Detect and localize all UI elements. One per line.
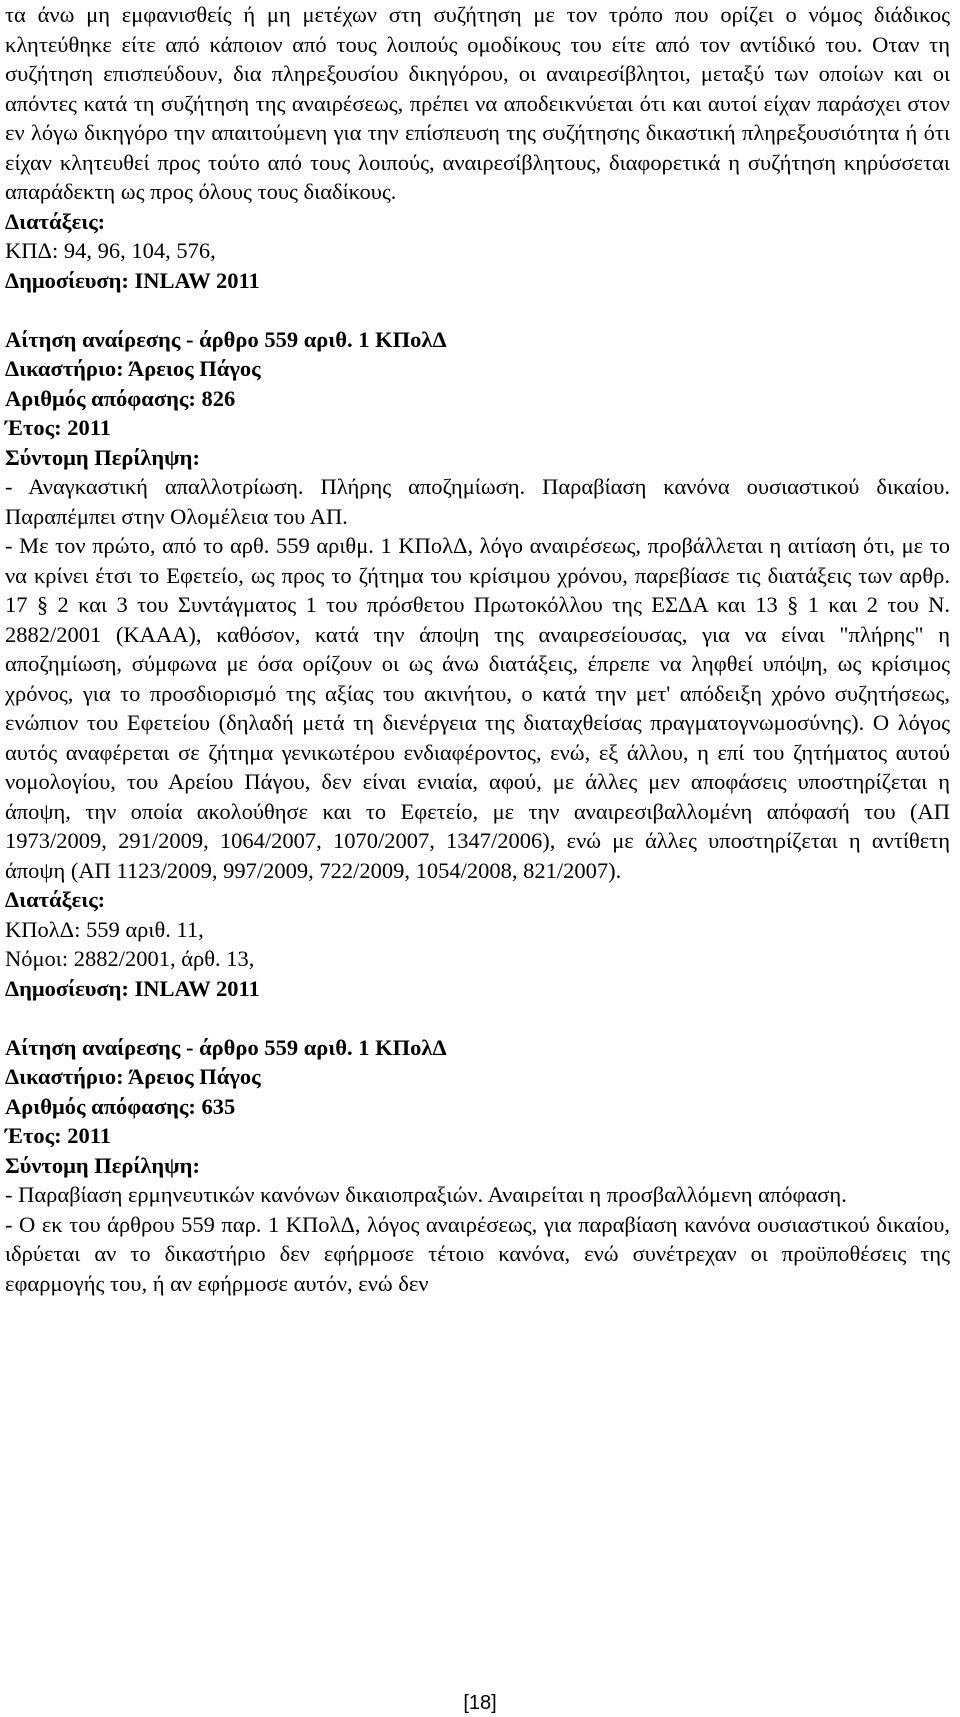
case-title: Αίτηση αναίρεσης - άρθρο 559 αριθ. 1 ΚΠολΔ bbox=[5, 326, 447, 352]
section-gap bbox=[5, 295, 950, 325]
intro-paragraph: τα άνω μη εμφανισθείς ή μη μετέχων στη συζήτηση με τον τρόπο που ορίζει ο νόμος διάδικος κλητεύθηκε είτε από κάποιον από τους λοιπούς ομοδίκους του είτε από τον αντίδικό του. Οταν τη συζήτηση επισπεύδουν, δια πληρεξουσίου δικηγόρου, οι αναιρεσίβλητοι, μεταξύ των οποίων και οι απόντες κατά τη συζήτηση της αναιρέσεως, πρέπει να αποδεικνύεται ότι και αυτοί είχαν παράσχει στον εν λόγω δικηγόρο την απαιτούμενη για την επίσπευση της συζήτησης δικαστική πληρεξουσιότητα ή ότι είχαν κλητευθεί προς τούτο από τους λοιπούς, αναιρεσίβλητους, διαφορετικά η συζήτηση κηρύσσεται απαράδεκτη ως προς όλους τους διαδίκους. bbox=[5, 2, 950, 204]
decision-year: Έτος: 2011 bbox=[5, 1123, 111, 1148]
provisions-text: ΚΠΔ: 94, 96, 104, 576, bbox=[5, 238, 216, 263]
case-title: Αίτηση αναίρεσης - άρθρο 559 αριθ. 1 ΚΠολΔ bbox=[5, 1034, 447, 1060]
summary-paragraph: - Αναγκαστική απαλλοτρίωση. Πλήρης αποζημίωση. Παραβίαση κανόνα ουσιαστικού δικαίου. Παραπέμπει στην Ολομέλεια του ΑΠ. bbox=[5, 474, 950, 529]
decision-number: Αριθμός απόφασης: 826 bbox=[5, 385, 236, 411]
provisions-heading: Διατάξεις: bbox=[5, 208, 106, 234]
page-number: [18] bbox=[463, 1692, 497, 1714]
document-body bbox=[5, 0, 950, 1298]
decision-number: Αριθμός απόφασης: 635 bbox=[5, 1093, 236, 1119]
summary-paragraph: - Με τον πρώτο, από το αρθ. 559 αριθμ. 1 ΚΠολΔ, λόγο αναιρέσεως, προβάλλεται η αιτίαση ότι, με το να κρίνει έτσι το Εφετείο, ως προς το ζήτημα του κρίσιμου χρόνου, παρεβίασε τις διατάξεις των αρθρ. 17 § 2 και 3 του Συντάγματος 1 του πρόσθετου Πρωτοκόλλου της ΕΣΔΑ και 13 § 1 και 2 του Ν. 2882/2001 (ΚΑΑΑ), καθόσον, κατά την άποψη της αναιρεσείουσας, για να είναι "πλήρης" η αποζημίωση, σύμφωνα με όσα ορίζουν οι ως άνω διατάξεις, έπρεπε να ληφθεί υπόψη, ως κρίσιμος χρόνος, για το προσδιορισμό της αξίας του ακινήτου, ο κατά την μετ' απόδειξη χρόνο συζητήσεως, ενώπιον του Εφετείου (δηλαδή μετά τη διενέργεια της διαταχθείσας πραγματογνωμοσύνης). Ο λόγος αυτός αναφέρεται σε ζήτημα γενικωτέρου ενδιαφέροντος, ενώ, εξ άλλου, η επί του ζητήματος αυτού νομολογίου, του Αρείου Πάγου, δεν είναι ενιαία, αφού, με άλλες μεν αποφάσεις υποστηρίζεται η άποψη, την οποία ακολούθησε και το Εφετείο, με την αναιρεσιβαλλομένη απόφασή του (ΑΠ 1973/2009, 291/2009, 1064/2007, 1070/2007, 1347/2006), ενώ με άλλες υποστηρίζεται η αντίθετη άποψη (ΑΠ 1123/2009, 997/2009, 722/2009, 1054/2008, 821/2007). bbox=[5, 533, 950, 883]
provisions-heading: Διατάξεις: bbox=[5, 887, 106, 912]
publication-line: Δημοσίευση: INLAW 2011 bbox=[5, 267, 260, 293]
decision-year: Έτος: 2011 bbox=[5, 415, 111, 440]
summary-heading: Σύντομη Περίληψη: bbox=[5, 1152, 200, 1178]
court-line: Δικαστήριο: Άρειος Πάγος bbox=[5, 1064, 261, 1089]
provisions-text: Νόμοι: 2882/2001, άρθ. 13, bbox=[5, 946, 255, 971]
page-footer bbox=[0, 1690, 960, 1715]
provisions-text: ΚΠολΔ: 559 αριθ. 11, bbox=[5, 916, 204, 942]
summary-heading: Σύντομη Περίληψη: bbox=[5, 444, 200, 470]
summary-paragraph: - Ο εκ του άρθρου 559 παρ. 1 ΚΠολΔ, λόγος αναιρέσεως, για παραβίαση κανόνα ουσιαστικού δικαίου, ιδρύεται αν το δικαστήριο δεν εφήρμοσε τέτοιο κανόνα, ενώ συνέτρεχαν οι προϋποθέσεις της εφαρμογής του, ή αν εφήρμοσε αυτόν, ενώ δεν bbox=[5, 1211, 950, 1296]
court-line: Δικαστήριο: Άρειος Πάγος bbox=[5, 356, 261, 381]
publication-line: Δημοσίευση: INLAW 2011 bbox=[5, 975, 260, 1001]
section-gap bbox=[5, 1003, 950, 1033]
summary-paragraph: - Παραβίαση ερμηνευτικών κανόνων δικαιοπραξιών. Αναιρείται η προσβαλλόμενη απόφαση. bbox=[5, 1182, 847, 1207]
